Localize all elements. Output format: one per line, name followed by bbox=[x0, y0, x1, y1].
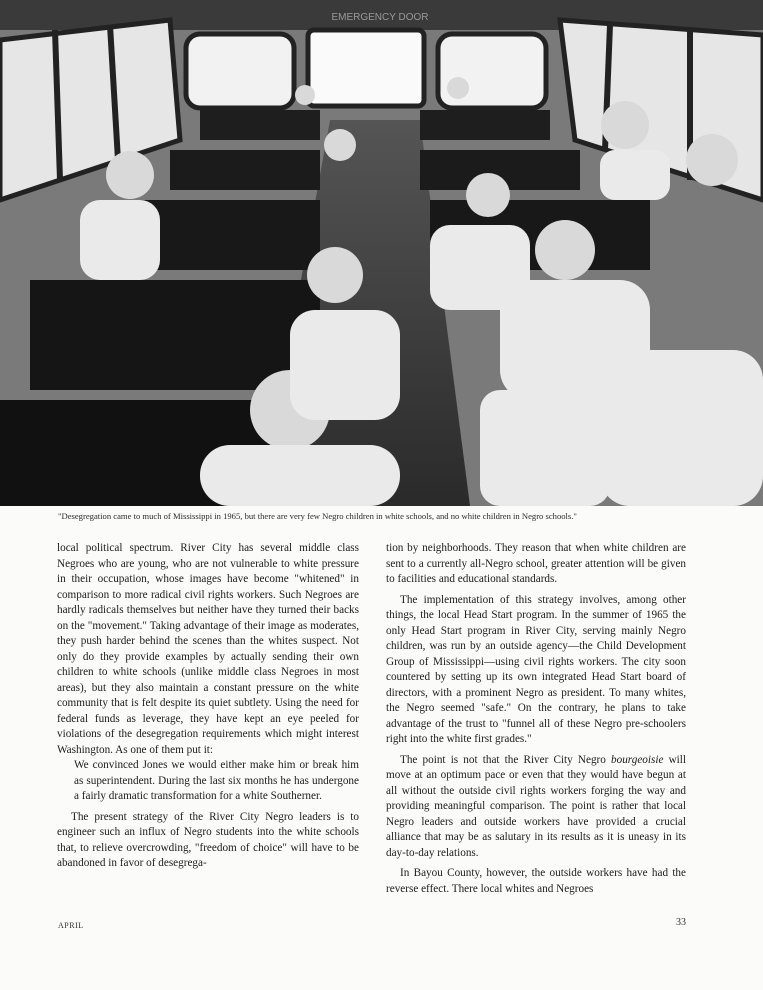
right-paragraph-4: In Bayou County, however, the outside workers have had the reverse effect. There local whites and Negroes bbox=[386, 867, 686, 895]
right-paragraph-3 bbox=[386, 753, 686, 862]
photo-caption: "Desegregation came to much of Mississippi in 1965, but there are very few Negro children in white schools, and no white children in Negro schools." bbox=[58, 511, 577, 521]
right-paragraph-2: The implementation of this strategy involves, among other things, the local Head Start program. In the summer of 1965 the only Head Start program in River City, serving mainly Negro children, was run by an outside agency—the Child Development Group of Mississippi—using civil rights workers. The city soon countered by setting up its own integrated Head Start board of directors, with a prominent Negro as president. To many whites, the Negro seemed "safe." On the contrary, he plans to take advantage of the trust to "funnel all of these Negro pre-schoolers right into the white first grades." bbox=[386, 593, 686, 745]
right-column bbox=[386, 541, 686, 897]
block-quote bbox=[57, 758, 359, 805]
page-number: 33 bbox=[676, 917, 686, 928]
quote-text: We convinced Jones we would either make him or break him as superintendent. During the last six months he has undergone a fairly dramatic transformation for a white Southerner. bbox=[74, 759, 359, 802]
left-column bbox=[57, 541, 359, 872]
left-paragraph-1: local political spectrum. River City has several middle class Negroes who are young, who are not vulnerable to white pressure in their occupation, whose images have become "whitened" in comparison to more radical civil rights workers. Such Negroes are hardly radicals themselves but neither have they turned their backs on the "movement." Taking advantage of their image as moderates, they push harder behind the scenes than the whites suspect. Not only do they provide examples by actually sending their own children to white schools (unlike middle class Negroes in most areas), but they also maintain a constant pressure on the white community that is felt despite its quiet subtlety. Using the need for federal funds as leverage, they have kept an eye peeled for violations of the desegregation requirements which might interest Washington. As one of them put it: bbox=[57, 542, 359, 756]
p3-end: will move at an optimum pace or even that they would have begun at all without the outside civil rights workers forging the way and providing meaningful comparison. The point is rather that local Negro leaders and outside workers have provided a crucial alliance that may be as salutary in its results as it is uneasy in its day-to-day relations. bbox=[386, 753, 686, 859]
footer-month: APRIL bbox=[58, 921, 84, 930]
left-paragraph-2: The present strategy of the River City Negro leaders is to engineer such an influx of Negro students into the white schools that, to relieve overcrowding, "freedom of choice" will have to be abandoned in favor of desegrega- bbox=[57, 810, 359, 869]
p3-start: The point is not that the River City Negro bbox=[400, 753, 612, 766]
right-paragraph-1: tion by neighborhoods. They reason that when white children are sent to a currently all-Negro school, greater attention will be given to facilities and educational standards. bbox=[386, 542, 686, 585]
p3-italic-word: bourgeoisie bbox=[611, 753, 664, 766]
emergency-door-sign: EMERGENCY DOOR bbox=[331, 12, 429, 23]
